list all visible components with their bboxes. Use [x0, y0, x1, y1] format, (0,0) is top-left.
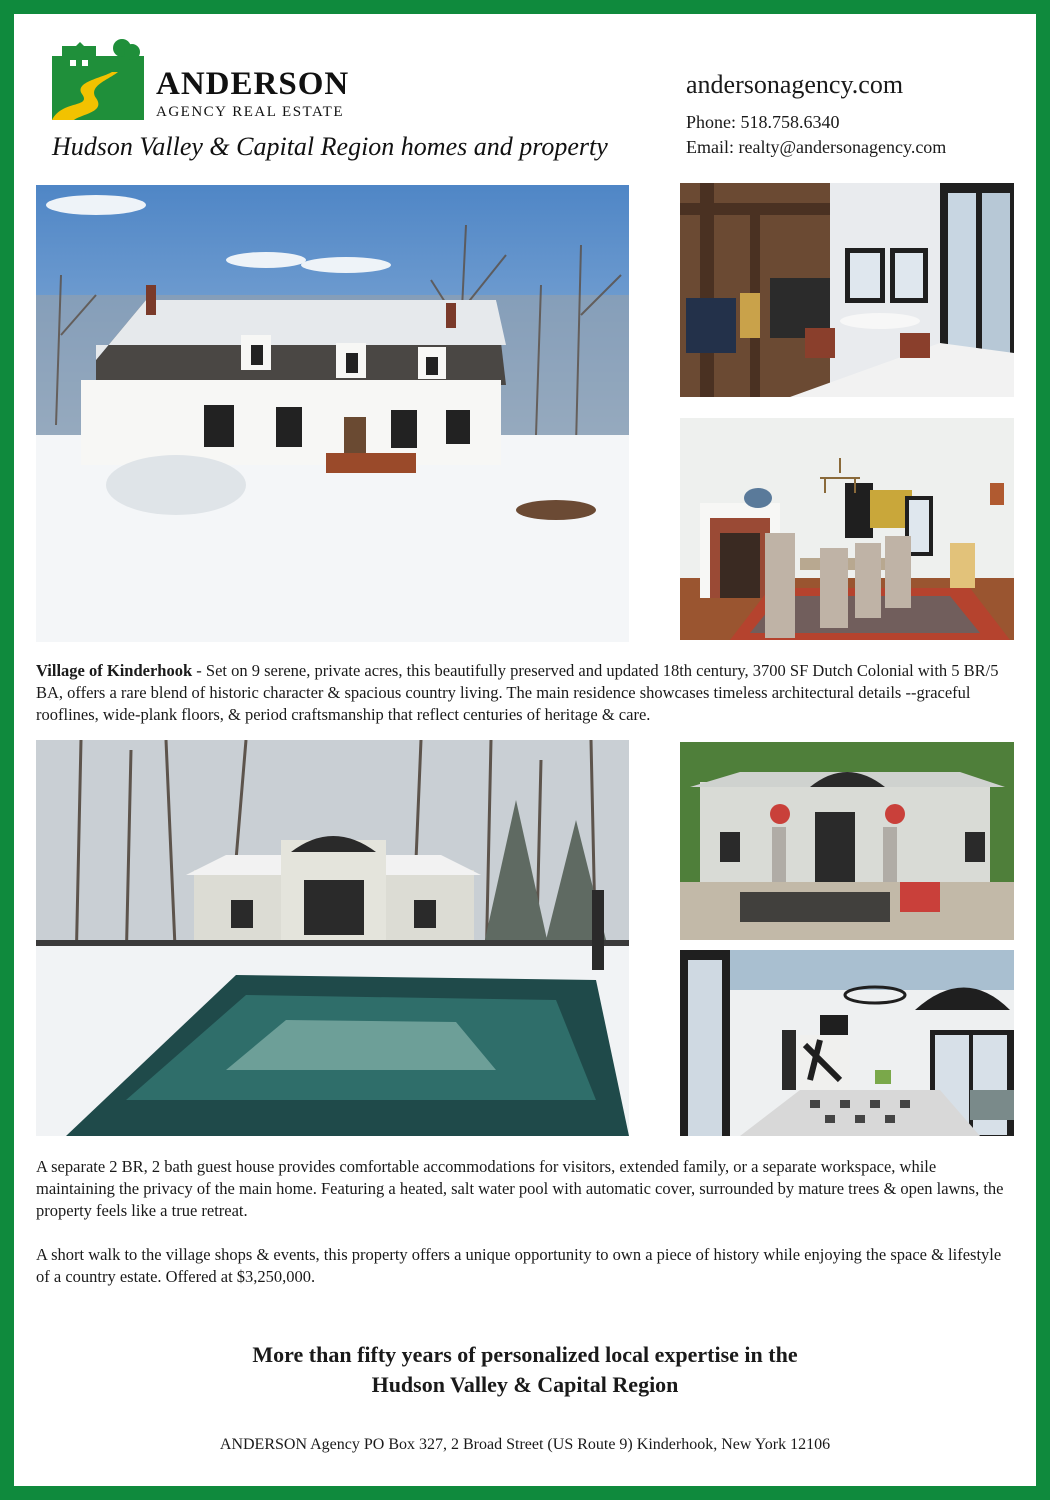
guest-house-patio-photo: [680, 742, 1014, 940]
footer-address: ANDERSON Agency PO Box 327, 2 Broad Street (US Route 9) Kinderhook, New York 12106: [219, 1436, 831, 1453]
agency-logo: [52, 38, 362, 128]
logo-subtitle: AGENCY REAL ESTATE: [156, 104, 345, 120]
slogan-line-2: Hudson Valley & Capital Region: [371, 1372, 679, 1397]
guest-house-description: A separate 2 BR, 2 bath guest house provides comfortable accommodations for visitors, extended family, or a separate workspace, while maintaining the privacy of the main home. Featuring a heated, salt water pool with automatic cover, surrounded by mature trees & open lawns, the property feels like a true retreat.: [36, 1157, 1004, 1220]
closing-description: A short walk to the village shops & events, this property offers a unique opportunity to own a piece of history while enjoying the space & lifestyle of a country estate. Offered at $3,250,000.: [36, 1245, 1002, 1286]
tagline: Hudson Valley & Capital Region homes and property: [52, 132, 608, 161]
phone-number: Phone: 518.758.6340: [686, 112, 840, 132]
guest-house-pool-photo: [36, 740, 629, 1136]
logo-name: ANDERSON: [156, 66, 350, 102]
email-address[interactable]: Email: realty@andersonagency.com: [686, 137, 947, 157]
dining-room-photo: [680, 418, 1014, 640]
main-house-winter-photo: [36, 185, 629, 642]
house-logo-icon: [52, 38, 148, 122]
slogan: [0, 1340, 1050, 1400]
listing-description: [36, 660, 1016, 726]
slogan-line-1: More than fifty years of personalized local expertise in the: [252, 1342, 798, 1367]
kitchen-sunroom-photo: [680, 183, 1014, 397]
contact-block: [686, 70, 1026, 160]
listing-intro: - Set on 9 serene, private acres, this beautifully preserved and updated 18th century, 3700 SF Dutch Colonial with 5 BR/5 BA, offers a rare blend of historic character & spacious country living. The main residence showcases timeless architectural details --graceful rooflines, wide-plank floors, & period craftsmanship that reflect centuries of heritage & care.: [36, 661, 999, 724]
guest-house-interior-photo: [680, 950, 1014, 1136]
listing-location: Village of Kinderhook: [36, 661, 193, 680]
website-link[interactable]: andersonagency.com: [686, 70, 904, 99]
